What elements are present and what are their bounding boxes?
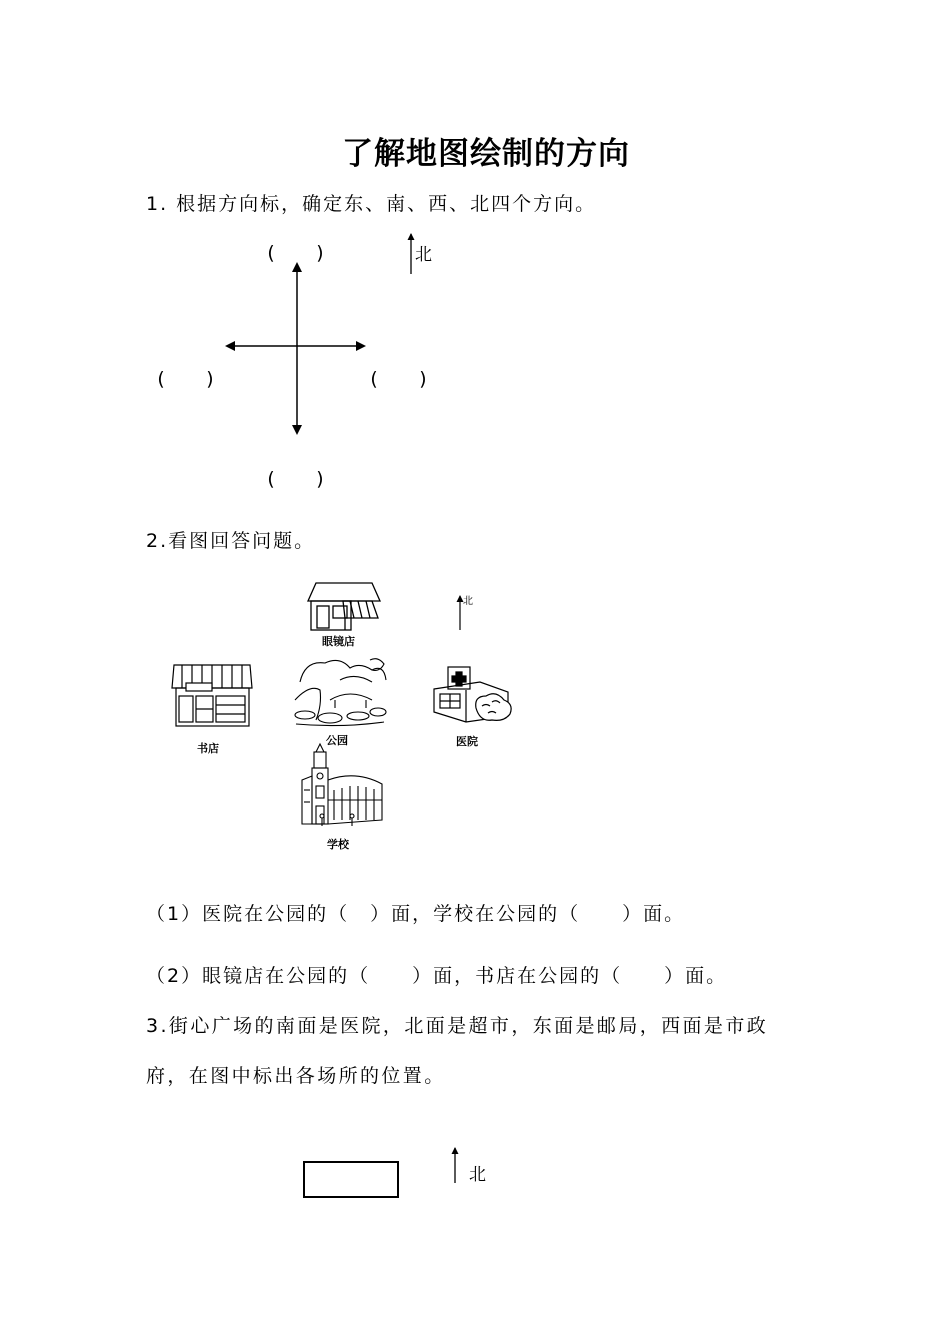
question-3-line-2: 府，在图中标出各场所的位置。 bbox=[146, 1065, 446, 1087]
north-label-3: 北 bbox=[469, 1165, 486, 1185]
glasses-store-label: 眼镜店 bbox=[322, 635, 355, 648]
question-2-sub-2: （2）眼镜店在公园的（ ）面，书店在公园的（ ）面。 bbox=[146, 965, 728, 987]
bookstore-label: 书店 bbox=[197, 742, 219, 755]
answer-blank-left[interactable]: ( ) bbox=[155, 368, 216, 390]
north-label-2: 北 bbox=[463, 596, 473, 607]
question-2-sub-1: （1）医院在公园的（ ）面，学校在公园的（ ）面。 bbox=[146, 903, 686, 925]
question-2-text: 2.看图回答问题。 bbox=[146, 530, 316, 552]
answer-blank-bottom[interactable]: ( ) bbox=[265, 468, 326, 490]
north-label-1: 北 bbox=[415, 245, 432, 265]
answer-blank-right[interactable]: ( ) bbox=[368, 368, 429, 390]
hospital-label: 医院 bbox=[456, 735, 478, 748]
answer-blank-top[interactable]: ( ) bbox=[265, 242, 326, 264]
school-label: 学校 bbox=[327, 838, 349, 851]
question-1-text: 1. 根据方向标，确定东、南、西、北四个方向。 bbox=[146, 193, 597, 215]
page-title: 了解地图绘制的方向 bbox=[342, 136, 630, 172]
park-label: 公园 bbox=[326, 734, 348, 747]
question-3-line-1: 3.街心广场的南面是医院，北面是超市，东面是邮局，西面是市政 bbox=[146, 1015, 769, 1037]
